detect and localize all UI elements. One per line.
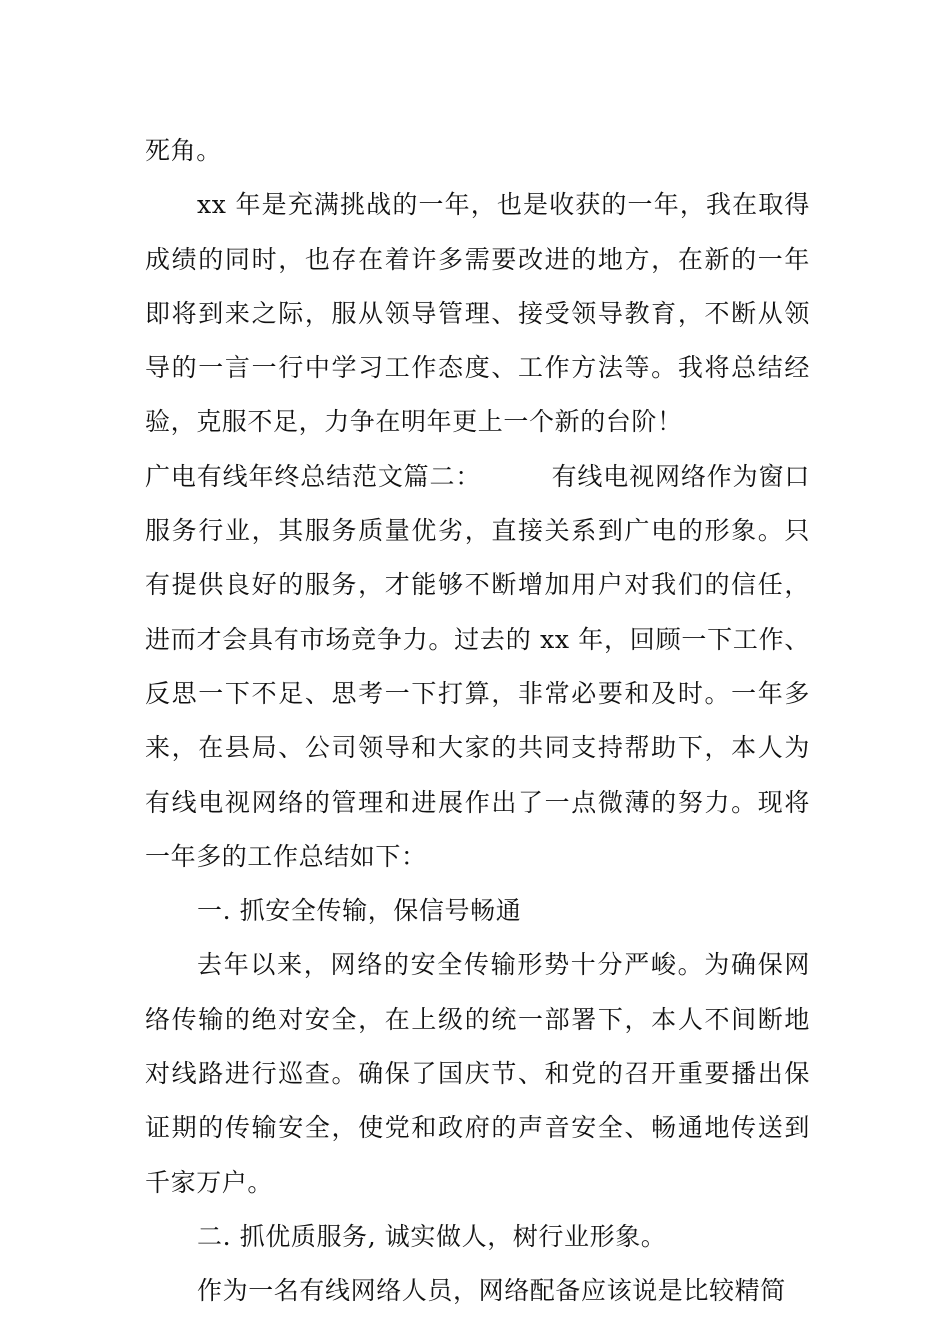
paragraph-closing-fragment: 死角。 (145, 136, 222, 165)
item1-body: 去年以来，网络的安全传输形势十分严峻。为确保网络传输的绝对安全，在上级的统一部署下，本人不间断地对线路进行巡查。确保了国庆节、和党的召开重要播出保证期的传输安全，使党和政府的声音安全、畅通地传送到千家万户。 (145, 950, 810, 1197)
item2-body: 作为一名有线网络人员，网络配备应该说是比较精简 (197, 1276, 786, 1306)
paragraph-year-summary: xx 年是充满挑战的一年，也是收获的一年，我在取得成绩的同时，也存在着许多需要改进的地方，在新的一年即将到来之际，服从领导管理、接受领导教育，不断从领导的一言一行中学习工作态度、工作方法等。我将总结经验，克服不足，力争在明年更上一个新的台阶！ (145, 190, 810, 437)
item2-heading: 二. 抓优质服务, 诚实做人，树行业形象。 (197, 1221, 667, 1251)
item1-heading: 一. 抓安全传输，保信号畅通 (197, 896, 522, 926)
section-intro-text: 有线电视网络作为窗口服务行业，其服务质量优劣，直接关系到广电的形象。只有提供良好的服务，才能够不断增加用户对我们的信任，进而才会具有市场竞争力。过去的 xx 年，回顾一下工作、反思一下不足、思考一下打算，非常必要和及时。一年多来，在县局、公司领导和大家的共同支持帮助下，本人为有线电视网络的管理和进展作出了一点微薄的努力。现将一年多的工作总结如下： (145, 461, 810, 871)
section-intro-paragraph (145, 450, 810, 884)
section-title: 广电有线年终总结范文篇二： (145, 461, 482, 491)
document-body (145, 124, 810, 1319)
